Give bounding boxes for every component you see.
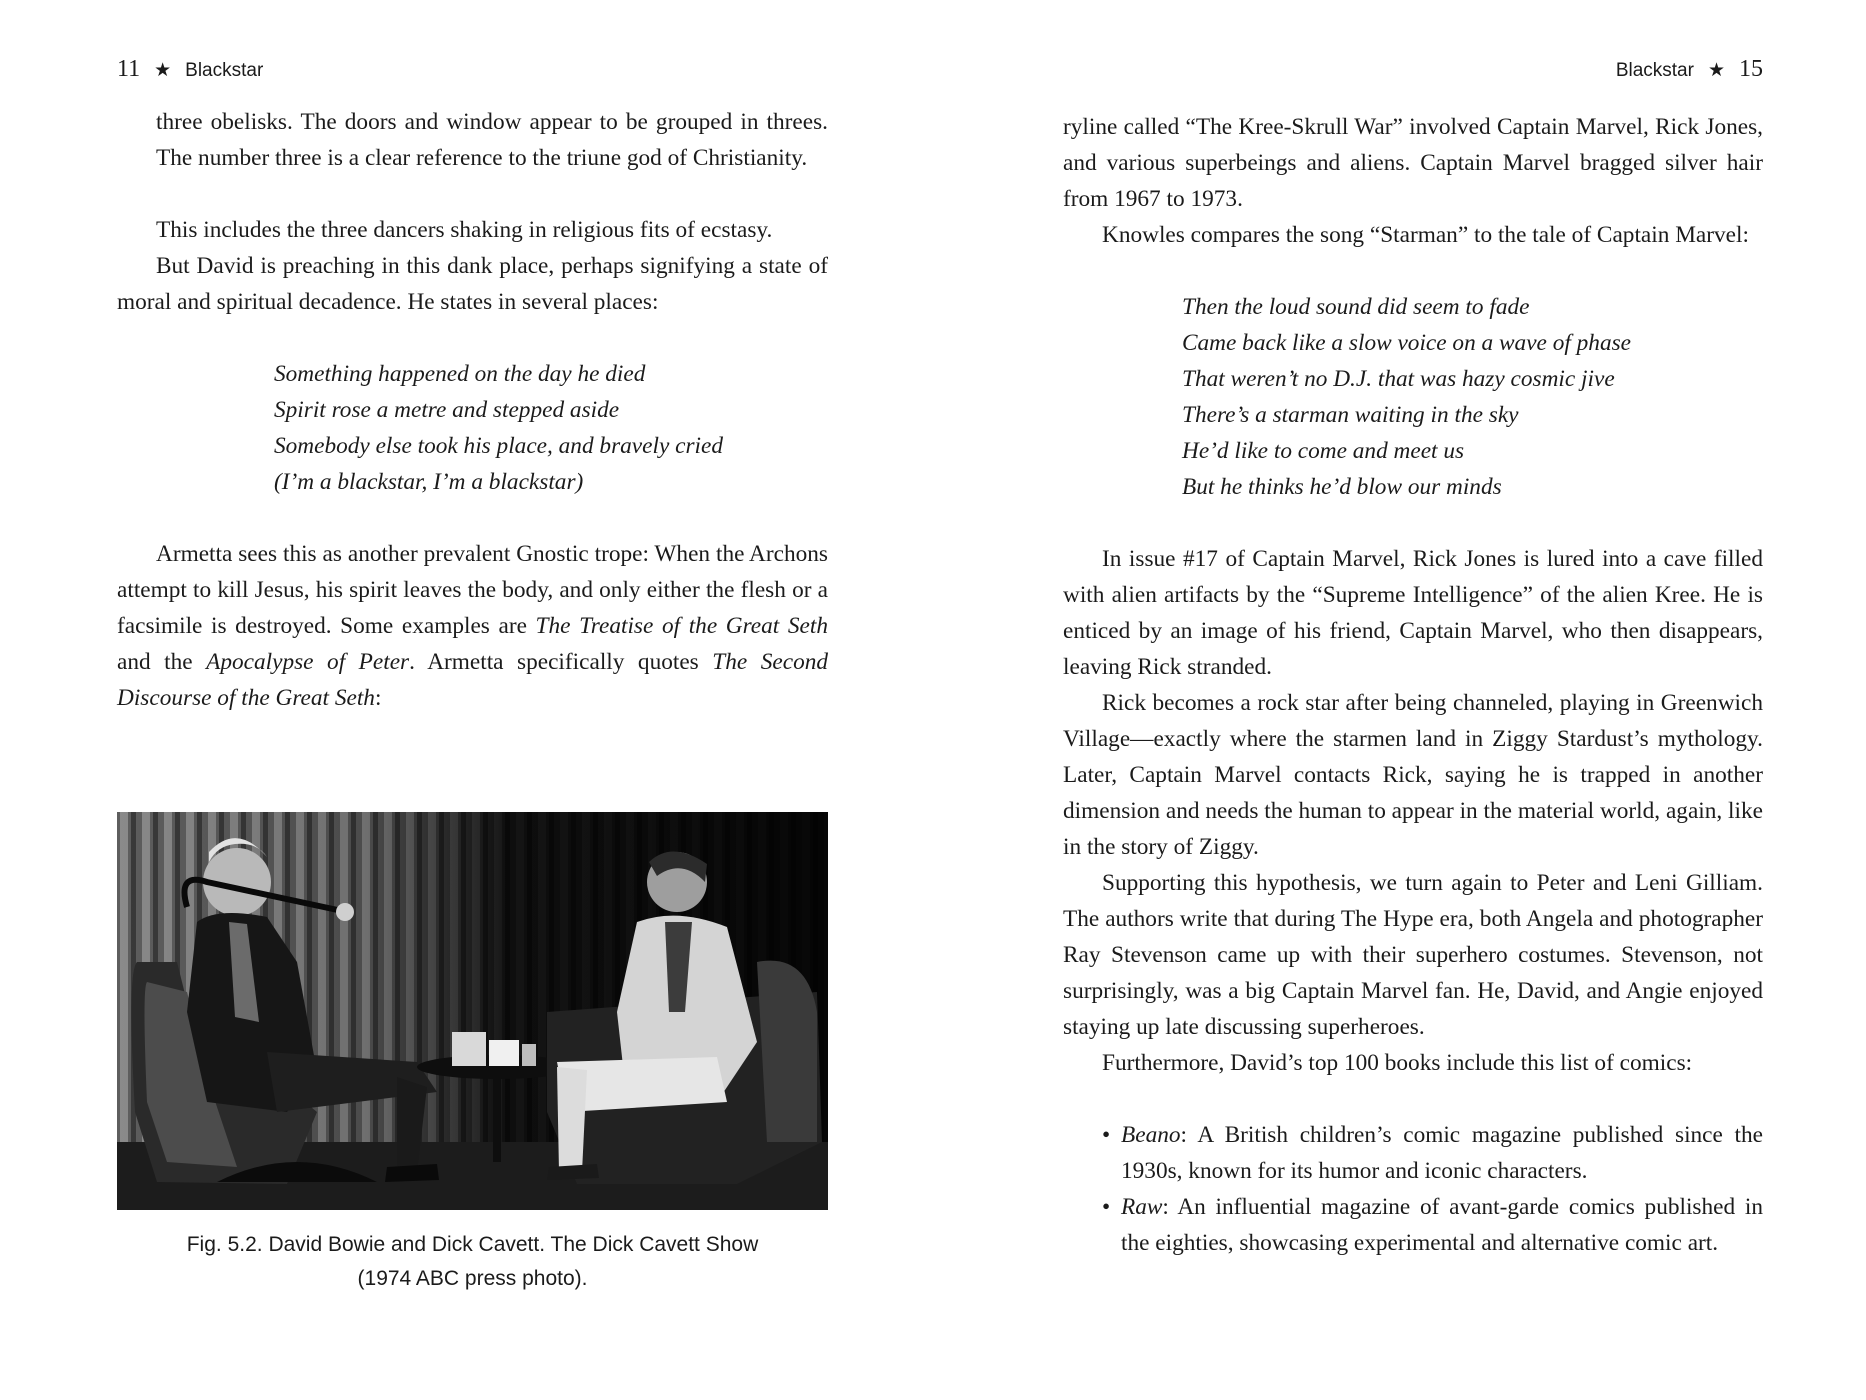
paragraph-rick-rock-star: Rick becomes a rock star after being channeled, playing in Greenwich Village—exactly where the starmen land in Ziggy Stardust’s mythology. Later, Captain Marvel contacts Rick, saying he is trapped in another dimension and needs the human to appear in the material world, again, like in the story of Ziggy.: [1063, 690, 1763, 860]
figure-5-2: [117, 812, 828, 1296]
paragraph-preaching: But David is preaching in this dank place, perhaps signifying a state of moral and spiritual decadence. He states in several places:: [117, 253, 828, 315]
paragraph-obelisks: three obelisks. The doors and window appear to be grouped in threes. The number three is a clear reference to the triune god of Christianity.: [156, 109, 828, 171]
lyric-line: (I’m a blackstar, I’m a blackstar): [274, 469, 584, 495]
paragraph-kree-skrull: ryline called “The Kree-Skrull War” involved Captain Marvel, Rick Jones, and various superbeings and aliens. Captain Marvel bragged silver hair from 1967 to 1973.: [1063, 114, 1763, 212]
left-running-title: Blackstar: [185, 60, 264, 81]
left-running-head: [117, 56, 263, 83]
paragraph-furthermore: Furthermore, David’s top 100 books include this list of comics:: [1102, 1050, 1693, 1076]
lyric-line: He’d like to come and meet us: [1182, 438, 1465, 464]
right-running-title: Blackstar: [1615, 60, 1694, 81]
right-body-text: [1063, 109, 1763, 1261]
paragraph-issue-17: In issue #17 of Captain Marvel, Rick Jones is lured into a cave filled with alien artifacts by the “Supreme Intelligence” of the alien Kree. He is enticed by an image of his friend, Captain Marvel, who then disappears, leaving Rick stranded.: [1063, 546, 1763, 680]
bullet-icon: •: [1102, 1122, 1111, 1148]
lyric-line: Came back like a slow voice on a wave of phase: [1182, 330, 1631, 356]
comics-list: [1063, 1117, 1763, 1261]
lyric-line: There’s a starman waiting in the sky: [1182, 402, 1519, 428]
paragraph-dancers: This includes the three dancers shaking in religious fits of ecstasy.: [156, 217, 773, 243]
paragraph-armetta: Armetta sees this as another prevalent Gnostic trope: When the Archons attempt to kill Jesus, his spirit leaves the body, and only either the flesh or a facsimile is destroyed. Some examples are The Treatise of the Great Seth and the Apocalypse of Peter. Armetta specifically quotes The Second Discourse of the Great Seth:: [117, 541, 829, 711]
paragraph-supporting: Supporting this hypothesis, we turn again to Peter and Leni Gilliam. The authors write that during The Hype era, both Angela and photographer Ray Stevenson came up with their superhero costumes. Stevenson, not surprisingly, was a big Captain Marvel fan. He, David, and Angie enjoyed staying up late discussing superheroes.: [1063, 870, 1763, 1040]
list-item: [1063, 1189, 1763, 1261]
comic-description: : A British children’s comic magazine published since the 1930s, known for its humor and iconic characters.: [1121, 1122, 1763, 1184]
lyric-line: But he thinks he’d blow our minds: [1182, 474, 1502, 500]
lyric-line: That weren’t no D.J. that was hazy cosmic jive: [1182, 366, 1615, 392]
book-title: The Second Discourse of the Great Seth: [117, 649, 829, 711]
comic-title: Beano: [1121, 1122, 1181, 1148]
bullet-icon: •: [1102, 1194, 1111, 1220]
left-page-number: 11: [117, 56, 141, 82]
caption-line: (1974 ABC press photo).: [357, 1267, 588, 1290]
lyric-quote-blackstar: [117, 356, 828, 500]
star-icon: ★: [1707, 60, 1725, 81]
comic-description: : An influential magazine of avant-garde comics published in the eighties, showcasing experimental and alternative comic art.: [1121, 1194, 1763, 1256]
continued-paragraph-block: [117, 104, 828, 176]
lyric-line: Something happened on the day he died: [274, 361, 646, 387]
paragraph-knowles: Knowles compares the song “Starman” to the tale of Captain Marvel:: [1102, 222, 1749, 248]
lyric-quote-starman: [1063, 289, 1763, 505]
right-page: [933, 0, 1866, 1400]
right-page-number: 15: [1739, 56, 1763, 82]
lyric-line: Somebody else took his place, and bravely cried: [274, 433, 723, 459]
book-title: Apocalypse of Peter: [206, 649, 410, 675]
caption-line: Fig. 5.2. David Bowie and Dick Cavett. The Dick Cavett Show: [186, 1233, 759, 1256]
lyric-line: Then the loud sound did seem to fade: [1182, 294, 1530, 320]
bowie-cavett-photo: [117, 812, 828, 1210]
right-running-head: [1616, 56, 1763, 83]
left-body-text: [117, 104, 828, 716]
comic-title: Raw: [1121, 1194, 1163, 1220]
book-title: The Treatise of the Great Seth: [535, 613, 828, 639]
figure-caption: [117, 1228, 828, 1296]
star-icon: ★: [154, 60, 172, 81]
lyric-line: Spirit rose a metre and stepped aside: [274, 397, 620, 423]
list-item: [1063, 1117, 1763, 1189]
